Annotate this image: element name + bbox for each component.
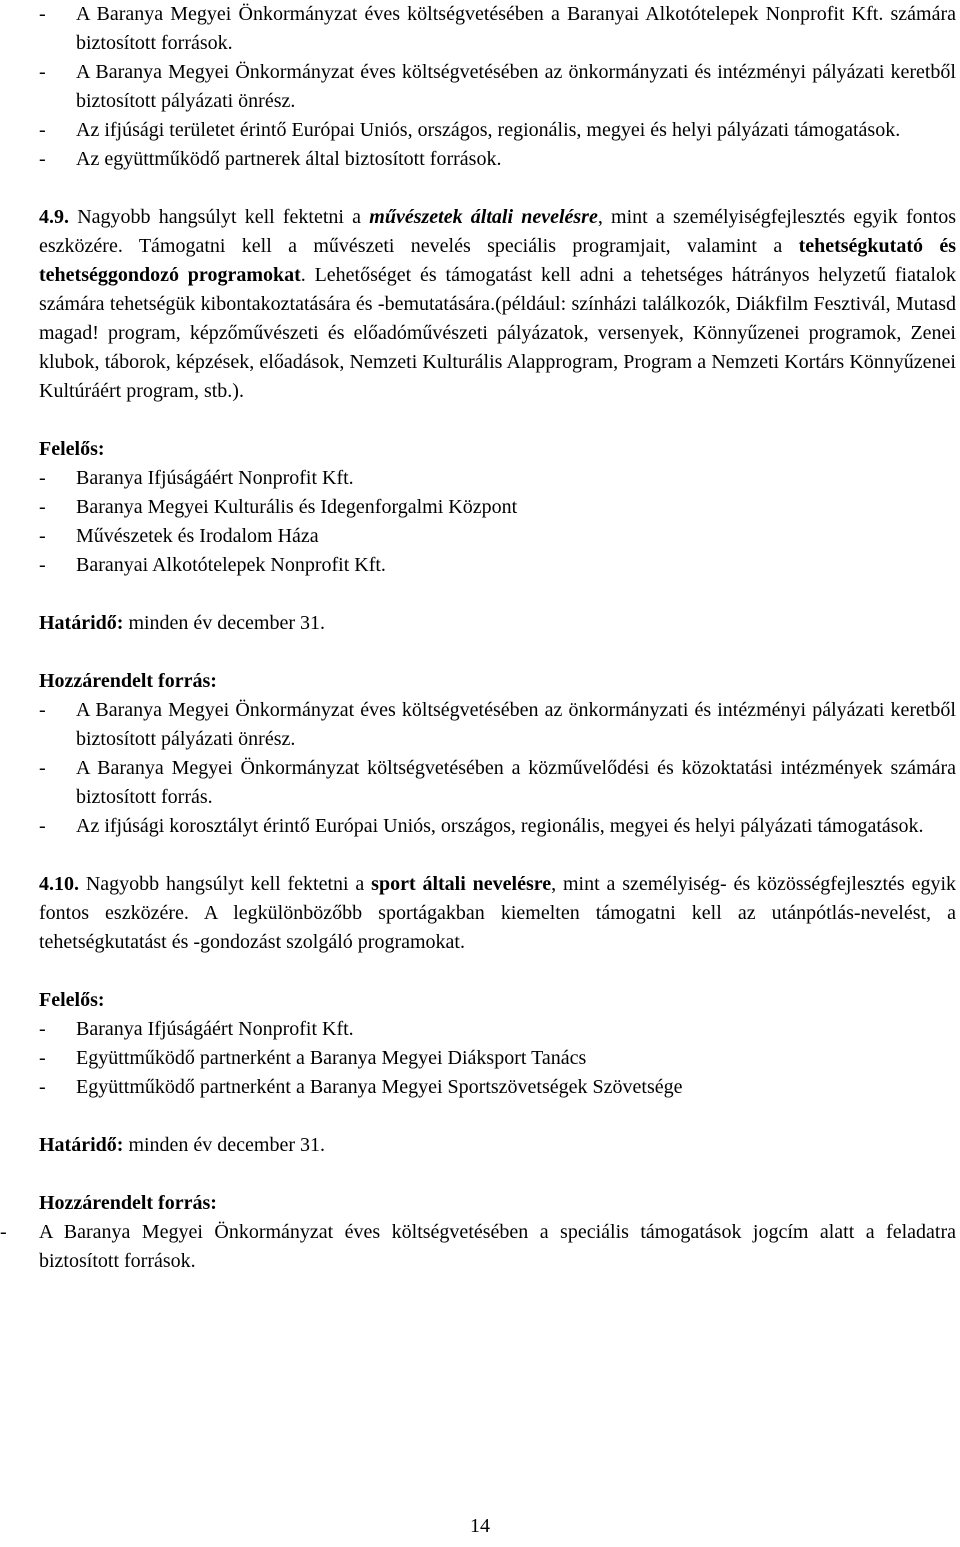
list-dash: - xyxy=(39,119,46,141)
section-number: 4.9. xyxy=(39,206,69,228)
forras-list xyxy=(0,1218,956,1276)
intro-list xyxy=(39,0,956,174)
section-number: 4.10. xyxy=(39,873,79,895)
forras-label: Hozzárendelt forrás: xyxy=(39,1192,217,1214)
list-item: - Művészetek és Irodalom Háza xyxy=(39,525,319,547)
list-item: - A Baranya Megyei Önkormányzat éves költségvetésében az önkormányzati és intézményi pályázati keretből biztosított pályázati önrész. xyxy=(39,58,956,116)
forras-label: Hozzárendelt forrás: xyxy=(39,670,217,692)
list-item: - Az ifjúsági területet érintő Európai Uniós, országos, regionális, megyei és helyi pályázati támogatások. xyxy=(39,116,956,145)
felelos-label: Felelős: xyxy=(39,438,105,460)
forras-list xyxy=(39,696,956,841)
list-item: - Az együttműködő partnerek által biztosított források. xyxy=(39,145,956,174)
list-dash: - xyxy=(39,3,46,25)
list-item: - A Baranya Megyei Önkormányzat éves költségvetésében a Baranyai Alkotótelepek Nonprofit Kft. számára biztosított források. xyxy=(39,0,956,58)
hatarido-line: Határidő: minden év december 31. xyxy=(39,612,326,634)
list-item: - Az ifjúsági korosztályt érintő Európai Uniós, országos, regionális, megyei és helyi pályázati támogatások. xyxy=(39,815,924,837)
list-item: - Baranya Megyei Kulturális és Idegenforgalmi Központ xyxy=(39,496,518,518)
hatarido-line: Határidő: minden év december 31. xyxy=(39,1134,326,1156)
list-item: - Együttműködő partnerként a Baranya Megyei Sportszövetségek Szövetsége xyxy=(39,1076,683,1098)
felelos-list xyxy=(39,1015,956,1102)
list-item: - Baranya Ifjúságáért Nonprofit Kft. xyxy=(39,1018,354,1040)
felelos-list xyxy=(39,464,956,580)
section-4-9-paragraph: 4.9. Nagyobb hangsúlyt kell fektetni a művészetek általi nevelésre, mint a személyiségfejlesztés egyik fontos eszközére. Támogatni kell a művészeti nevelés speciális programjait, valamint a tehetségkutató és tehetséggondozó programokat. Lehetőséget és támogatást kell adni a tehetséges hátrányos helyzetű fiatalok számára tehetségük kibontakoztatására és -bemutatására.(például: színházi találkozók, Diákfilm Fesztivál, Mutasd magad! program, képzőművészeti és előadóművészeti pályázatok, versenyek, Könnyűzenei programok, Zenei klubok, táborok, képzések, előadások, Nemzeti Kulturális Alapprogram, Program a Nemzeti Kortárs Könnyűzenei Kultúráért program, stb.). xyxy=(39,206,956,402)
section-4-10-paragraph: 4.10. Nagyobb hangsúlyt kell fektetni a sport általi nevelésre, mint a személyiség- és közösségfejlesztés egyik fontos eszközére. A legkülönbözőbb sportágakban kiemelten támogatni kell az utánpótlás-nevelést, a tehetségkutatást és -gondozást szolgáló programokat. xyxy=(39,873,956,953)
list-item: - Baranyai Alkotótelepek Nonprofit Kft. xyxy=(39,554,386,576)
list-item: - Baranya Ifjúságáért Nonprofit Kft. xyxy=(39,467,354,489)
list-item: - Együttműködő partnerként a Baranya Megyei Diáksport Tanács xyxy=(39,1047,587,1069)
list-dash: - xyxy=(39,61,46,83)
page-number: 14 xyxy=(470,1515,490,1537)
list-item: - A Baranya Megyei Önkormányzat éves költségvetésében az önkormányzati és intézményi pályázati keretből biztosított pályázati önrész. xyxy=(39,699,956,750)
list-dash: - xyxy=(39,148,46,170)
list-item: - A Baranya Megyei Önkormányzat költségvetésében a közművelődési és közoktatási intézmények számára biztosított forrás. xyxy=(39,757,956,808)
felelos-label: Felelős: xyxy=(39,989,105,1011)
list-item: - A Baranya Megyei Önkormányzat éves költségvetésében a speciális támogatások jogcím alatt a feladatra biztosított források. xyxy=(0,1221,956,1272)
